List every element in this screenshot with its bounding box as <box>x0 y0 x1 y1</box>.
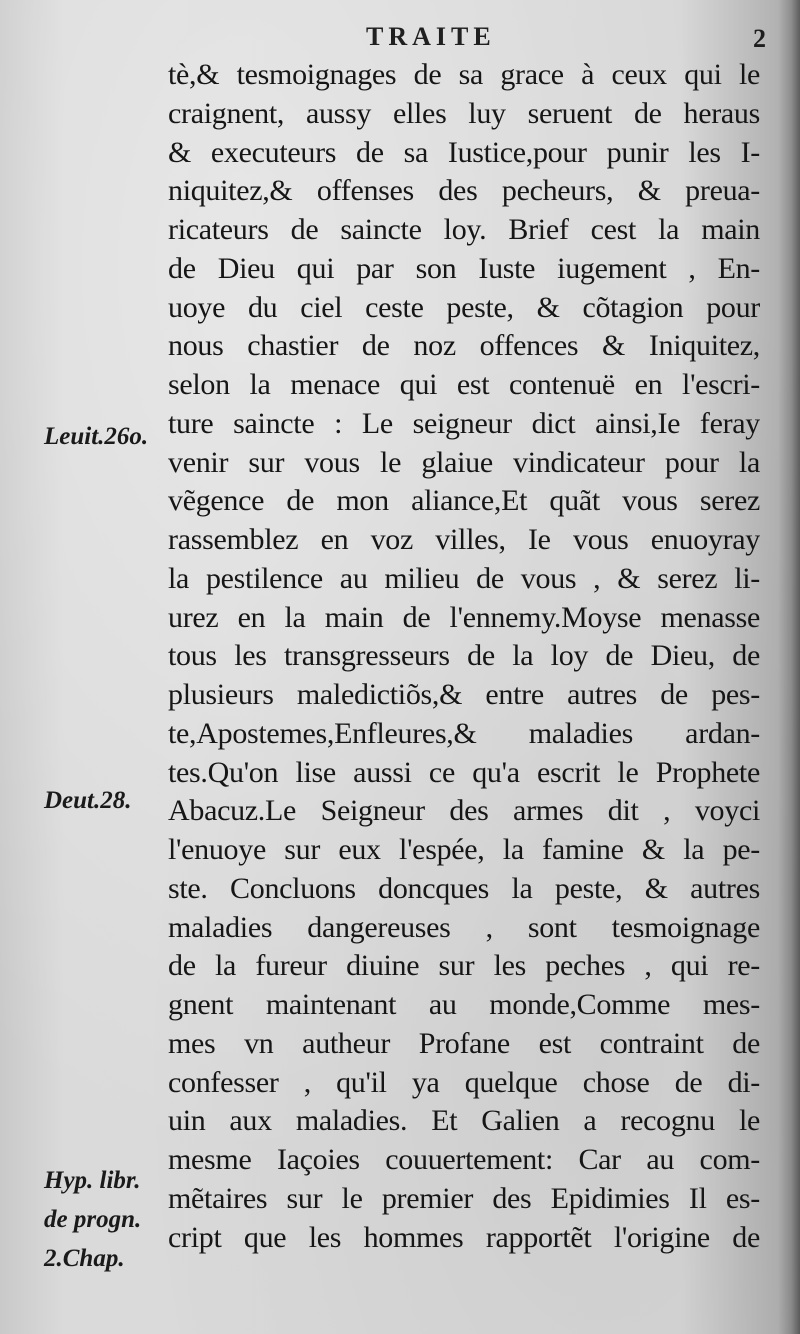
text-line: ste. Concluons doncques la peste, & autres <box>168 871 760 905</box>
text-line: urez en la main de l'ennemy.Moyse menasse <box>168 600 760 634</box>
text-line: tè,& tesmoignages de sa grace à ceux qui le <box>168 58 760 91</box>
margin-note-hyp-line3: 2.Chap. <box>44 1245 125 1272</box>
margin-note-leuit: Leuit.26o. <box>44 423 149 450</box>
text-line: maladies dangereuses , sont tesmoignage <box>168 910 760 944</box>
text-line: mesme Iaçoies couuertement: Car au com- <box>168 1143 760 1176</box>
text-line: mes vn autheur Profane est contraint de <box>168 1026 760 1060</box>
text-line: mẽtaires sur le premier des Epidimies Il es- <box>168 1181 760 1215</box>
text-line: tous les transgresseurs de la loy de Dieu, de <box>168 639 760 673</box>
text-line: craignent, aussy elles luy seruent de heraus <box>168 96 760 130</box>
text-line: ricateurs de saincte loy. Brief cest la main <box>168 213 760 246</box>
text-line: te,Apostemes,Enfleures,& maladies ardan- <box>168 716 760 750</box>
text-line: venir sur vous le glaiue vindicateur pour la <box>168 445 760 479</box>
running-title: TRAITE <box>366 22 496 51</box>
text-line: tes.Qu'on lise aussi ce qu'a escrit le Prophete <box>168 755 760 789</box>
text-line: confesser , qu'il ya quelque chose de di- <box>168 1065 760 1099</box>
margin-note-hyp-line1: Hyp. libr. <box>44 1167 141 1194</box>
text-line: cript que les hommes rapportẽt l'origine de <box>168 1220 760 1254</box>
text-line: la pestilence au milieu de vous , & serez li- <box>168 561 760 595</box>
text-line: vẽgence de mon aliance,Et quãt vous serez <box>168 484 760 518</box>
text-line: l'enuoye sur eux l'espée, la famine & la pe- <box>168 833 760 866</box>
text-line: uin aux maladies. Et Galien a recognu le <box>168 1104 760 1138</box>
text-line: gnent maintenant au monde,Comme mes- <box>168 988 760 1021</box>
text-line: & executeurs de sa Iustice,pour punir les I- <box>168 135 760 169</box>
margin-note-hyp-line2: de progn. <box>44 1206 142 1233</box>
text-line: uoye du ciel ceste peste, & cõtagion pour <box>168 290 760 324</box>
text-line: de la fureur diuine sur les peches , qui re- <box>168 949 760 983</box>
page-edge-shadow <box>778 0 800 1334</box>
text-line: niquitez,& offenses des pecheurs, & preua- <box>168 174 760 208</box>
margin-note-deut: Deut.28. <box>44 787 132 814</box>
text-line: Abacuz.Le Seigneur des armes dit , voyci <box>168 794 760 828</box>
text-line: plusieurs maledictiõs,& entre autres de pes- <box>168 678 760 711</box>
page-number: 2 <box>753 24 766 53</box>
text-line: selon la menace qui est contenuë en l'escri- <box>168 368 760 401</box>
text-line: nous chastier de noz offences & Iniquitez, <box>168 329 760 363</box>
text-line: de Dieu qui par son Iuste iugement , En- <box>168 251 760 285</box>
body-text <box>168 56 760 1257</box>
page-header <box>0 14 800 54</box>
text-line: rassemblez en voz villes, Ie vous enuoyray <box>168 523 760 556</box>
text-line: ture saincte : Le seigneur dict ainsi,Ie feray <box>168 406 760 440</box>
